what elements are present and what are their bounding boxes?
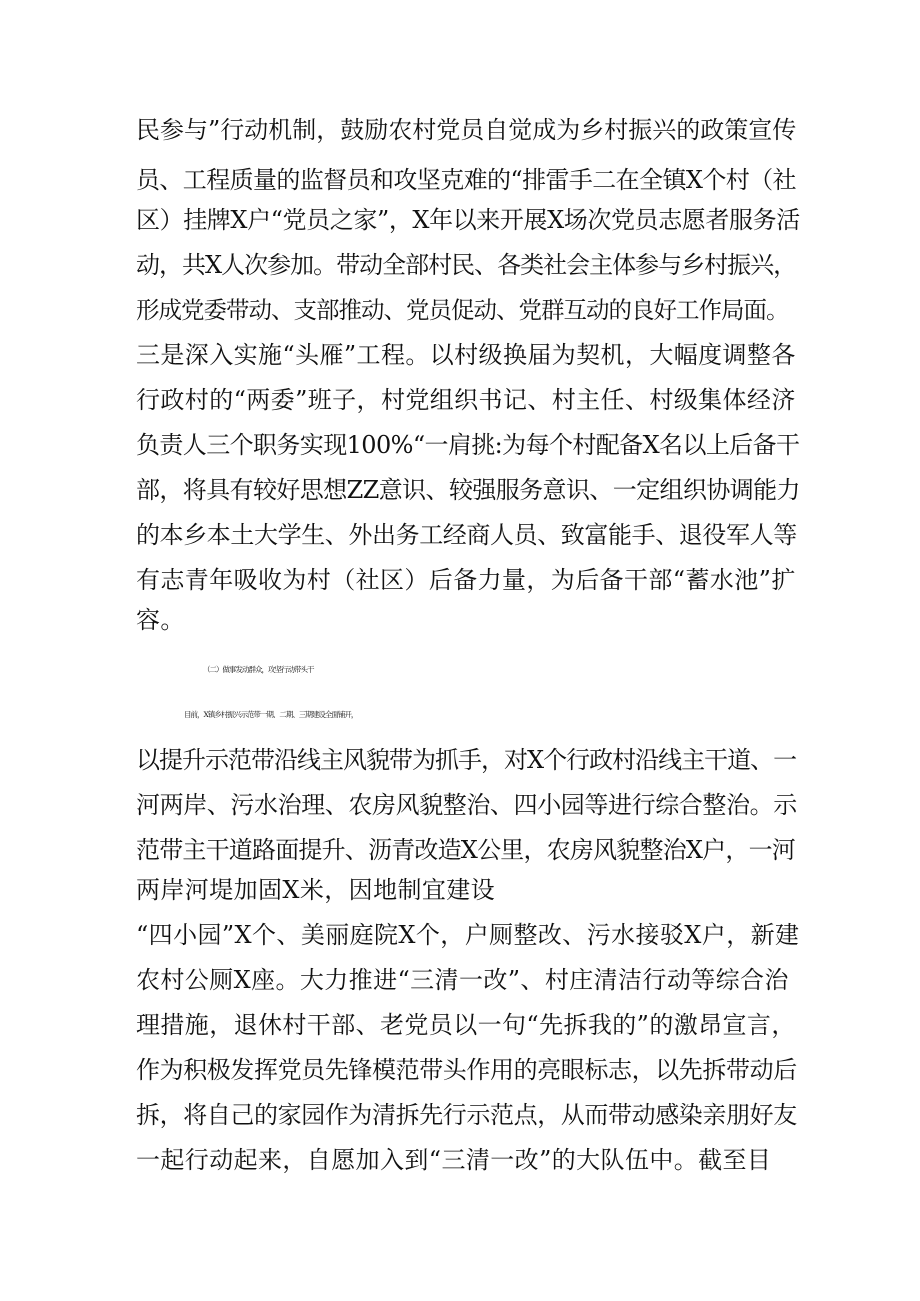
text-line: 两岸河堤加固X米，因地制宜建设 (136, 876, 496, 904)
text-line: 的本乡本土大学生、外出务工经商人员、致富能手、退役军人等 (136, 521, 797, 549)
text-line: 拆，将自己的家园作为清拆先行示范点，从而带动感染亲朋好友 (136, 1101, 797, 1129)
text-line: 三是深入实施“头雁”工程。以村级换届为契机，大幅度调整各 (136, 341, 796, 369)
text-line: 形成党委带动、支部推动、党员促动、党群互动的良好工作局面。 (136, 296, 789, 324)
text-line: 以提升示范带沿线主风貌带为抓手，对X个行政村沿线主干道、一 (136, 746, 797, 774)
text-line: 行政村的“两委”班子，村党组织书记、村主任、村级集体经济 (136, 386, 796, 414)
text-line: 河两岸、污水治理、农房风貌整治、四小园等进行综合整治。示 (136, 791, 797, 819)
text-line: 一起行动起来，自愿加入到“三清一改”的大队伍中。截至目 (136, 1146, 772, 1174)
text-line: 容。 (136, 606, 185, 634)
text-line: 员、工程质量的监督员和攻坚克难的“排雷手二在全镇X个村（社 (136, 166, 796, 194)
section-heading: （二）做事发动群众，攻坚行动带头干 (203, 665, 314, 674)
text-line: 理措施，退休村干部、老党员以一句“先拆我的”的激昂宣言， (136, 1011, 796, 1039)
text-line: 作为积极发挥党员先锋模范带头作用的亮眼标志，以先拆带动后 (136, 1056, 797, 1084)
paragraph-first-line: 目前，X镇乡村振兴示范带一期、二期、三期建设全面铺开， (184, 710, 358, 719)
text-line: “四小园”X个、美丽庭院X个，户厕整改、污水接驳X户，新建 (136, 921, 800, 949)
text-line: 农村公厕X座。大力推进“三清一改”、村庄清洁行动等综合治 (136, 966, 789, 994)
text-line: 民参与”行动机制，鼓励农村党员自觉成为乡村振兴的政策宣传 (136, 116, 797, 144)
text-line: 有志青年吸收为村（社区）后备力量，为后备干部“蓄水池”扩 (136, 566, 796, 594)
text-line: 动，共X人次参加。带动全部村民、各类社会主体参与乡村振兴， (136, 251, 797, 279)
text-line: 区）挂牌X户“党员之家”，X年以来开展X场次党员志愿者服务活 (136, 206, 800, 234)
text-line: 范带主干道路面提升、沥青改造X公里，农房风貌整治X户，一河 (136, 836, 795, 864)
text-line: 部，将具有较好思想ZZ意识、较强服务意识、一定组织协调能力 (136, 476, 800, 504)
text-line: 负责人三个职务实现100%“一肩挑:为每个村配备X名以上后备干 (136, 431, 800, 459)
